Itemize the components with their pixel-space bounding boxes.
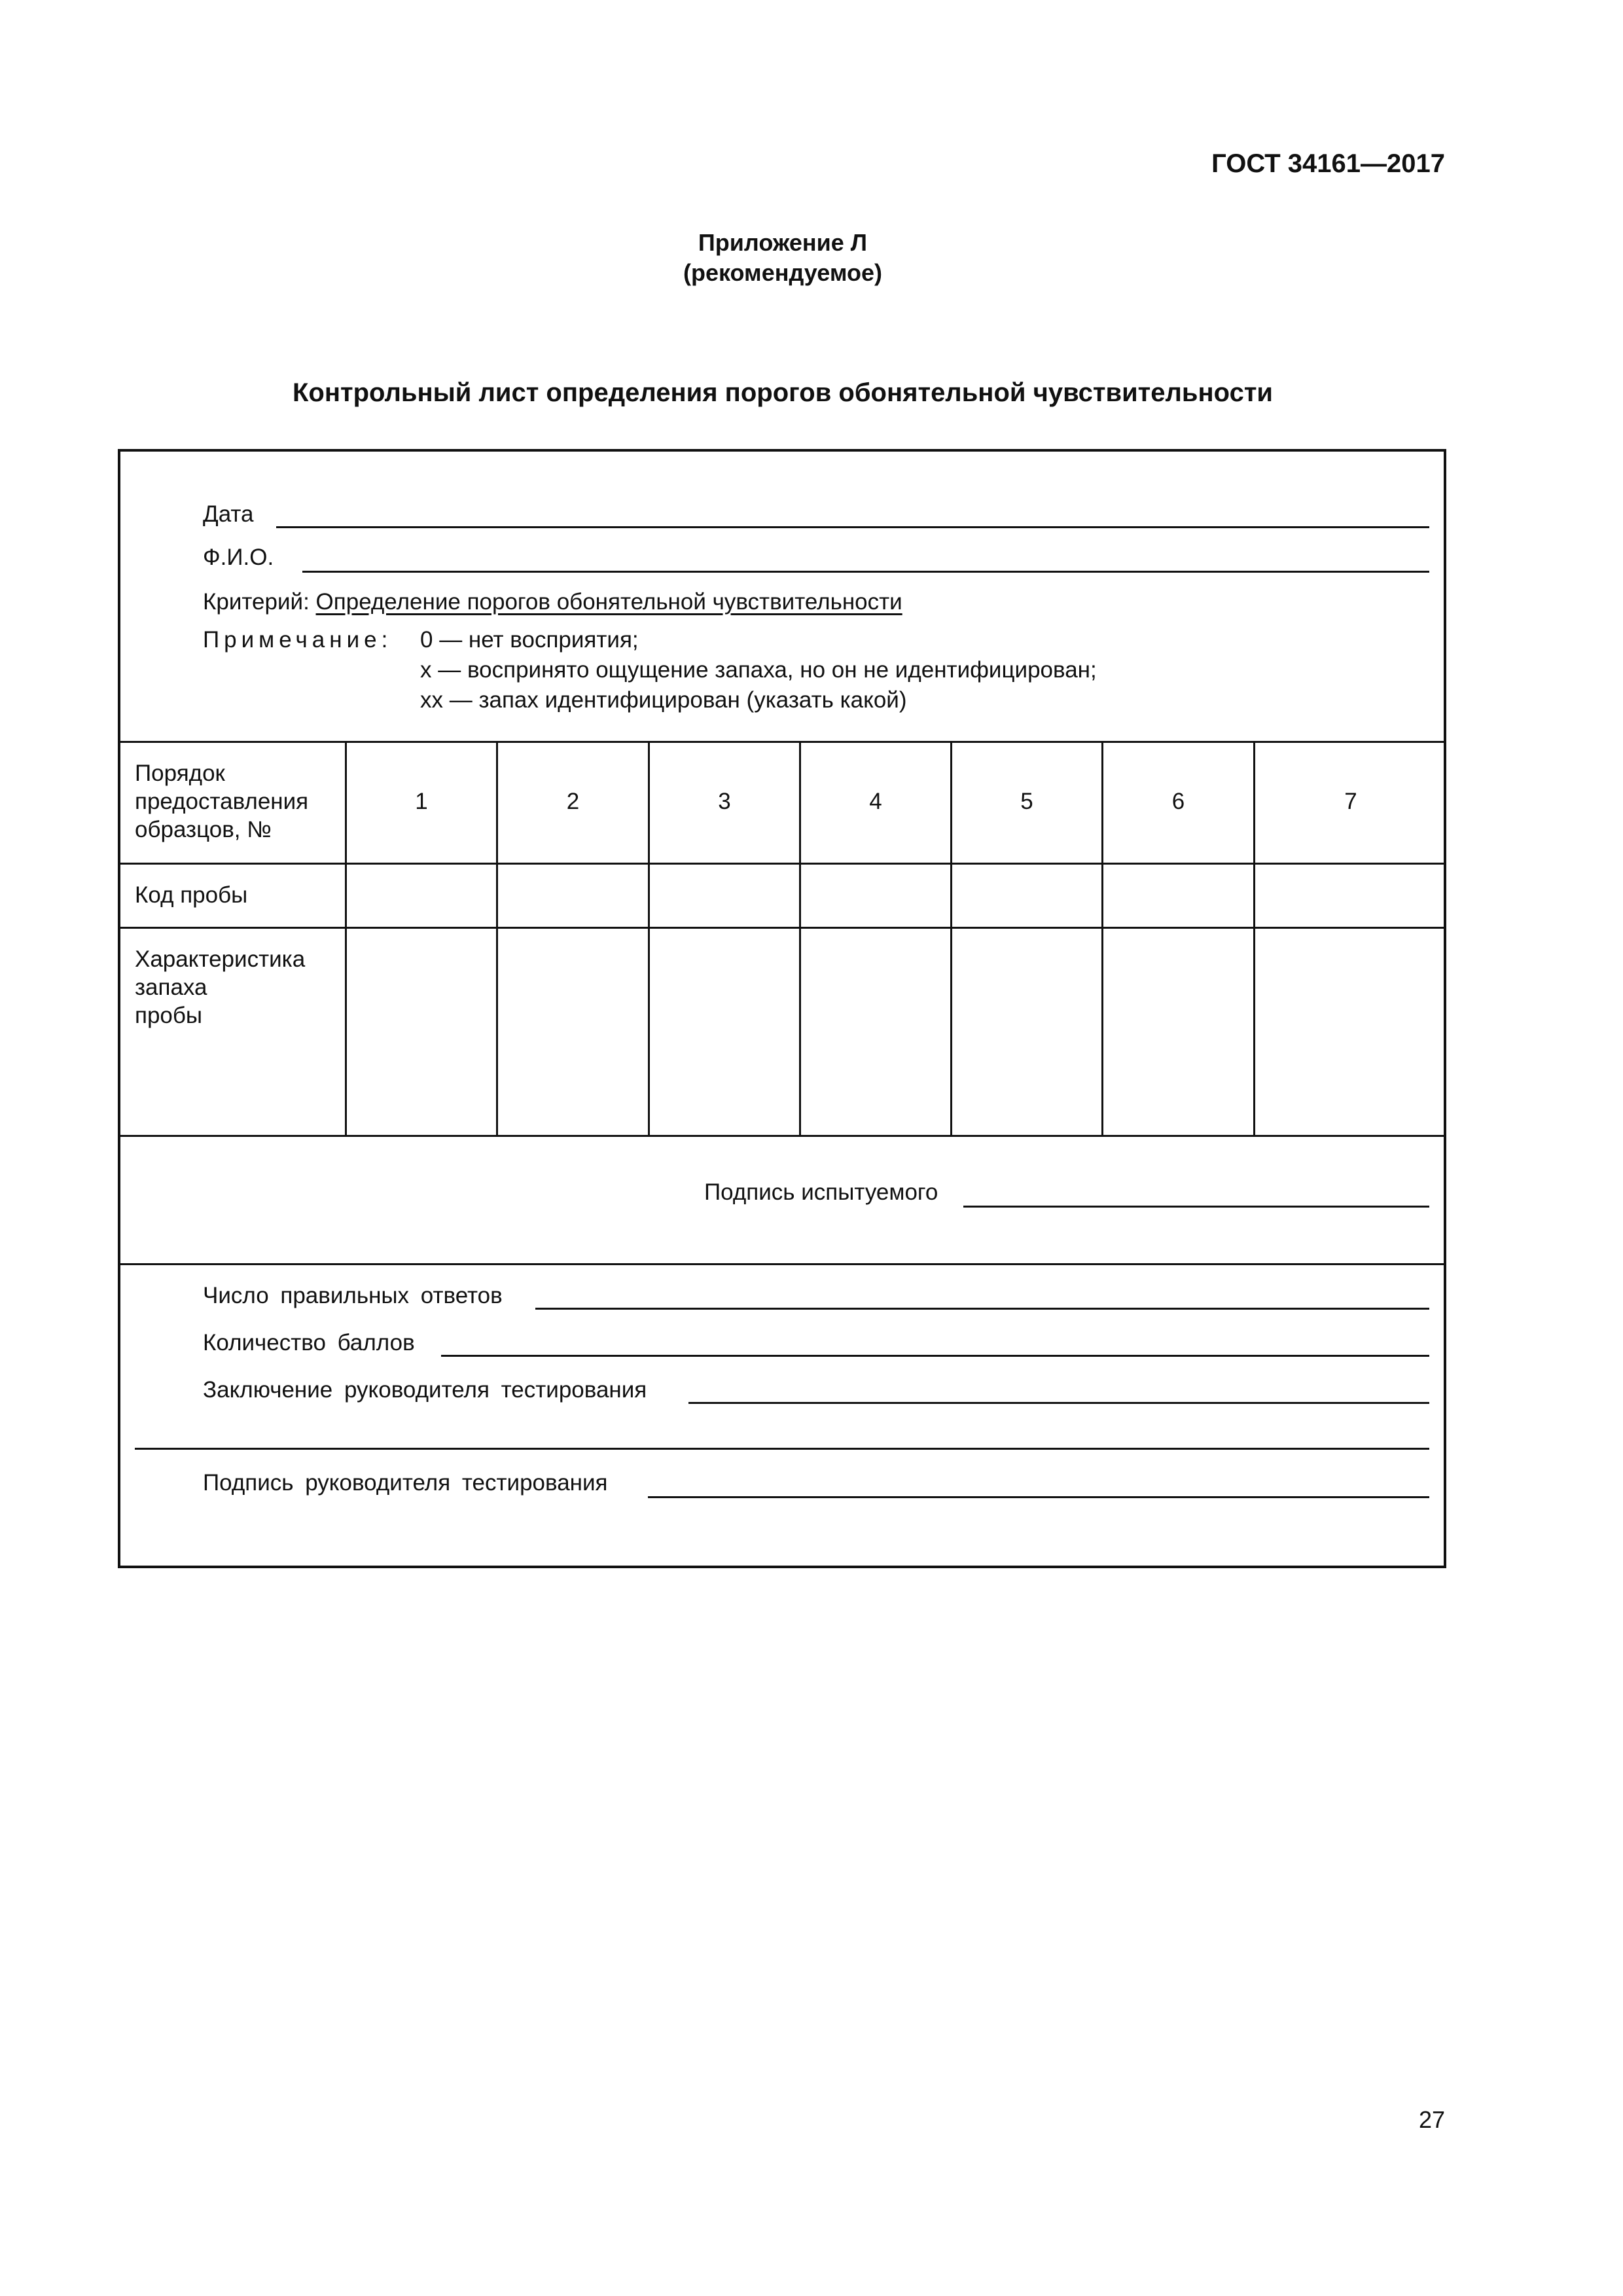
document-title: Контрольный лист определения порогов обонятельной чувствительности — [292, 378, 1274, 407]
odor-characteristic-label — [135, 945, 305, 1030]
characteristic-label-line: пробы — [135, 1003, 203, 1028]
sample-number-1: 1 — [415, 789, 428, 814]
note-line-2: х — воспринято ощущение запаха, но он не идентифицирован; — [420, 657, 1097, 683]
order-row-label — [135, 759, 308, 844]
conclusion-field-continuation[interactable] — [135, 1448, 1429, 1450]
name-field[interactable] — [302, 571, 1429, 573]
order-label-line: предоставления — [135, 789, 309, 814]
standard-number: ГОСТ 34161—2017 — [1211, 149, 1445, 178]
page-number: 27 — [1418, 2106, 1445, 2133]
criterion-value: Определение порогов обонятельной чувствительности — [315, 589, 902, 615]
appendix-title: Приложение Л — [698, 229, 868, 256]
sample-number-6: 6 — [1171, 789, 1185, 814]
supervisor-signature-field[interactable] — [648, 1496, 1429, 1498]
sample-number-7: 7 — [1344, 789, 1357, 814]
sample-number-3: 3 — [718, 789, 731, 814]
name-label: Ф.И.О. — [203, 545, 274, 570]
order-label-line: Порядок — [135, 761, 225, 786]
characteristic-label-line: запаха — [135, 975, 207, 1000]
divider-subject-signature — [120, 1263, 1444, 1265]
subject-signature-field[interactable] — [963, 1206, 1429, 1208]
criterion-row — [203, 588, 902, 617]
sample-number-5: 5 — [1020, 789, 1033, 814]
note-label: Примечание: — [203, 627, 393, 653]
sample-number-2: 2 — [566, 789, 580, 814]
score-field[interactable] — [441, 1355, 1429, 1357]
subject-signature-label: Подпись испытуемого — [704, 1179, 938, 1205]
appendix-status: (рекомендуемое) — [683, 259, 882, 286]
correct-answers-field[interactable] — [535, 1308, 1429, 1310]
characteristic-label-line: Характеристика — [135, 946, 306, 972]
conclusion-label: Заключение руководителя тестирования — [203, 1377, 647, 1403]
date-field[interactable] — [276, 526, 1429, 528]
note-line-1: 0 — нет восприятия; — [420, 627, 639, 653]
date-label: Дата — [203, 501, 254, 527]
sample-number-4: 4 — [869, 789, 882, 814]
criterion-label: Критерий: — [203, 589, 310, 615]
sample-code-label: Код пробы — [135, 882, 248, 908]
correct-answers-label: Число правильных ответов — [203, 1283, 503, 1308]
divider-characteristic-row — [120, 1135, 1444, 1137]
divider-code-row — [120, 927, 1444, 929]
appendix-heading — [0, 228, 1565, 288]
control-sheet-form — [118, 449, 1446, 1568]
score-label: Количество баллов — [203, 1330, 415, 1355]
conclusion-field[interactable] — [688, 1402, 1429, 1404]
order-label-line: образцов, № — [135, 817, 272, 842]
note-line-3: хх — запах идентифицирован (указать какой) — [420, 687, 907, 713]
divider-header — [120, 741, 1444, 743]
divider-order-row — [120, 863, 1444, 865]
supervisor-signature-label: Подпись руководителя тестирования — [203, 1470, 608, 1496]
